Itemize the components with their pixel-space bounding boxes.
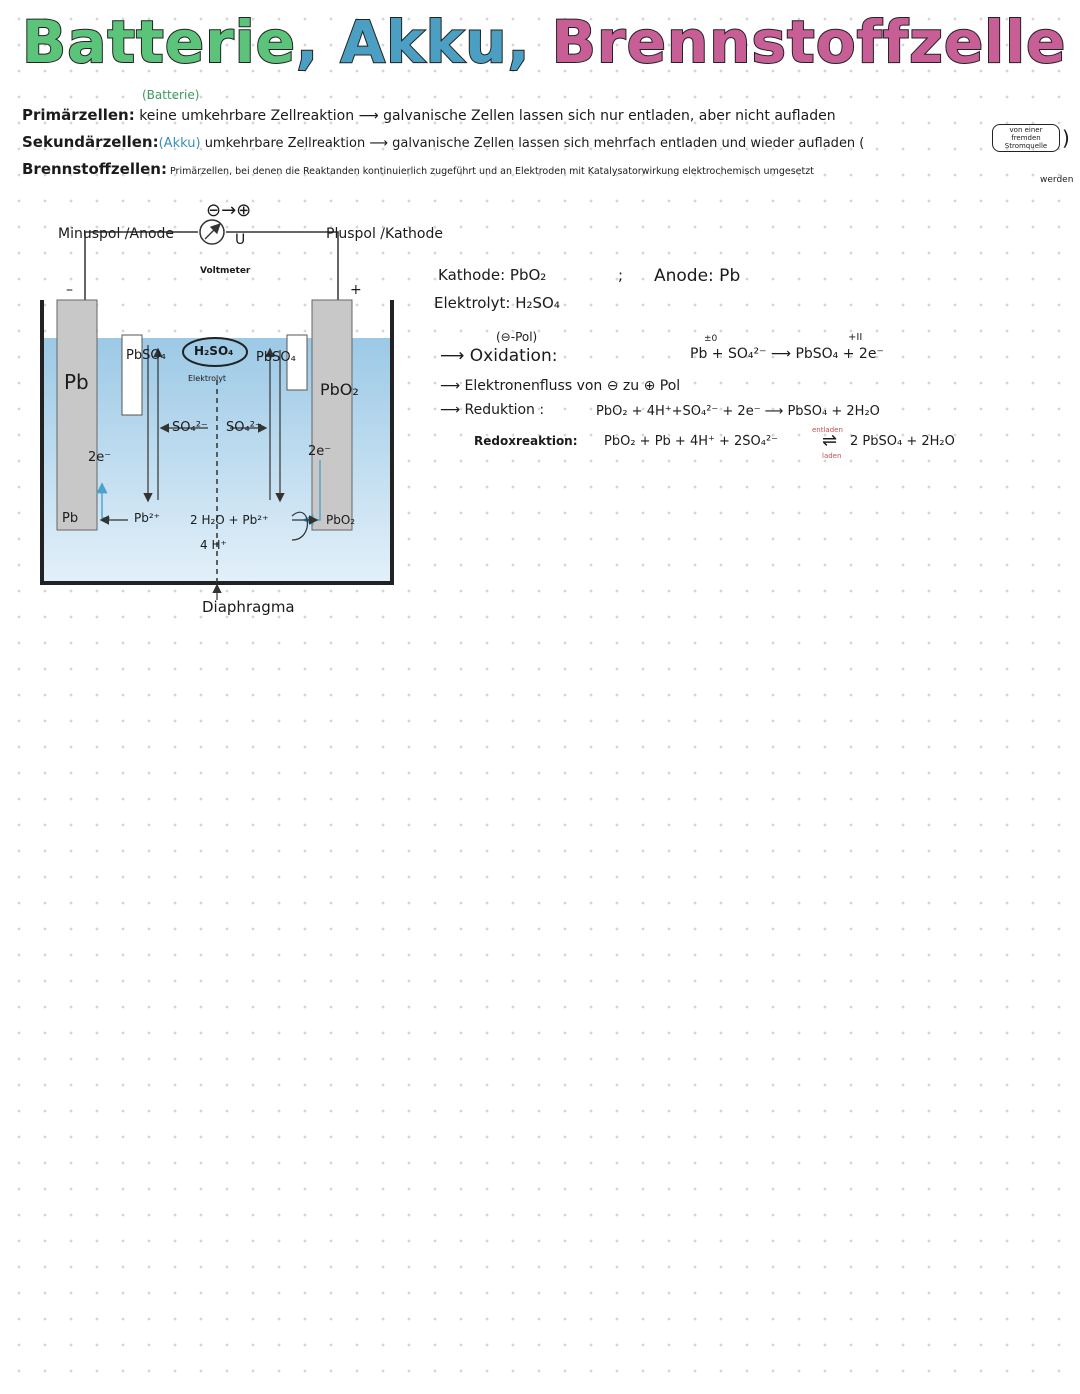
akku-note: (Akku)	[158, 136, 201, 151]
title-separator: ,	[507, 8, 531, 76]
term-primary: Primärzellen:	[22, 106, 135, 124]
left-electrode-label: Pb	[64, 370, 89, 394]
voltmeter-label: Voltmeter	[200, 266, 251, 276]
electrons-right-label: 2e⁻	[308, 444, 332, 459]
h-plus-label: 4 H⁺	[200, 538, 227, 552]
pbso4-left-label: PbSO₄	[126, 348, 166, 363]
page-title	[22, 8, 1066, 76]
minus-sign: –	[66, 282, 73, 298]
title-batterie: Batterie	[22, 8, 296, 76]
pb2-left-label: Pb²⁺	[134, 511, 160, 525]
right-electrode	[312, 300, 352, 530]
plus-pole-label: Pluspol /Kathode	[326, 226, 443, 242]
charge-label: laden	[822, 452, 842, 460]
pbso4-layer-left	[122, 335, 142, 415]
reduction-label: ⟶ Reduktion :	[440, 402, 545, 418]
electrolyte-formula: H₂SO₄	[194, 344, 234, 358]
anode-note: Anode: Pb	[654, 266, 741, 286]
definition-fuel	[22, 160, 814, 178]
pb-bottom-label: Pb	[62, 511, 79, 526]
term-fuel: Brennstoffzellen:	[22, 160, 167, 178]
redox-left: PbO₂ + Pb + 4H⁺ + 2SO₄²⁻	[604, 434, 779, 449]
lead-battery-diagram	[30, 200, 443, 630]
definition-fuel-text: Primärzellen, bei denen die Reaktanden kontinuierlich zugeführt und an Elektroden mit Katalysatorwirkung elektrochemisch umgesetzt	[170, 166, 814, 177]
title-separator: ,	[295, 8, 320, 76]
cathode-note: Kathode: PbO₂	[438, 266, 547, 284]
oxidation-equation: Pb + SO₄²⁻ ⟶ PbSO₄ + 2e⁻	[690, 346, 884, 362]
diagram-graphic	[30, 200, 410, 630]
right-electrode-label: PbO₂	[320, 380, 359, 399]
so4-right-label: SO₄²⁻	[226, 420, 262, 435]
definition-fuel-wrap: werden	[1040, 175, 1074, 185]
minus-pole-hint: (⊖-Pol)	[496, 330, 538, 344]
left-electrode	[57, 300, 97, 530]
discharge-label: entladen	[812, 426, 843, 434]
definition-primary-text: keine umkehrbare Zellreaktion ⟶ galvanische Zellen lassen sich nur entladen, aber nicht aufladen	[139, 108, 836, 124]
note-external-source: von einer fremden Stromquelle	[992, 124, 1060, 152]
diaphragm-label: Diaphragma	[202, 598, 295, 616]
redox-label: Redoxreaktion:	[474, 434, 578, 448]
electrolyte-note: Elektrolyt: H₂SO₄	[434, 294, 560, 312]
definition-primary	[22, 106, 836, 124]
note-semicolon: ;	[618, 266, 624, 284]
electrons-left-label: 2e⁻	[88, 450, 112, 465]
pole-flow: ⊖→⊕	[206, 200, 252, 221]
pbo2-bottom-label: PbO₂	[326, 513, 356, 527]
redox-right: 2 PbSO₄ + 2H₂O	[850, 434, 955, 449]
definition-secondary	[22, 133, 864, 151]
reduction-equation: PbO₂ + 4H⁺+SO₄²⁻ + 2e⁻ ⟶ PbSO₄ + 2H₂O	[596, 404, 880, 419]
electron-flow-note: ⟶ Elektronenfluss von ⊖ zu ⊕ Pol	[440, 378, 681, 394]
products-label: 2 H₂O + Pb²⁺	[190, 513, 269, 527]
ox-number-left: ±0	[704, 334, 718, 344]
definition-secondary-text: umkehrbare Zellreaktion ⟶ galvanische Zellen lassen sich mehrfach entladen und wieder aufladen (	[204, 136, 865, 151]
ox-number-right: +II	[848, 332, 863, 343]
note-close-paren: )	[1062, 126, 1070, 150]
batterie-note: (Batterie)	[142, 88, 200, 102]
voltmeter-symbol: U	[235, 232, 246, 248]
oxidation-label: ⟶ Oxidation:	[440, 346, 558, 366]
title-brennstoffzelle: Brennstoffzelle	[551, 8, 1067, 76]
so4-left-label: SO₄²⁻	[172, 420, 208, 435]
title-akku: Akku	[340, 8, 508, 76]
term-secondary: Sekundärzellen:	[22, 133, 159, 151]
electrolyte-label: Elektrolyt	[188, 374, 227, 383]
minus-pole-label: Minuspol /Anode	[58, 226, 175, 242]
redox-arrow: ⇌	[822, 430, 838, 451]
pbso4-right-label: PbSO₄	[256, 350, 296, 365]
plus-sign: +	[350, 282, 362, 298]
